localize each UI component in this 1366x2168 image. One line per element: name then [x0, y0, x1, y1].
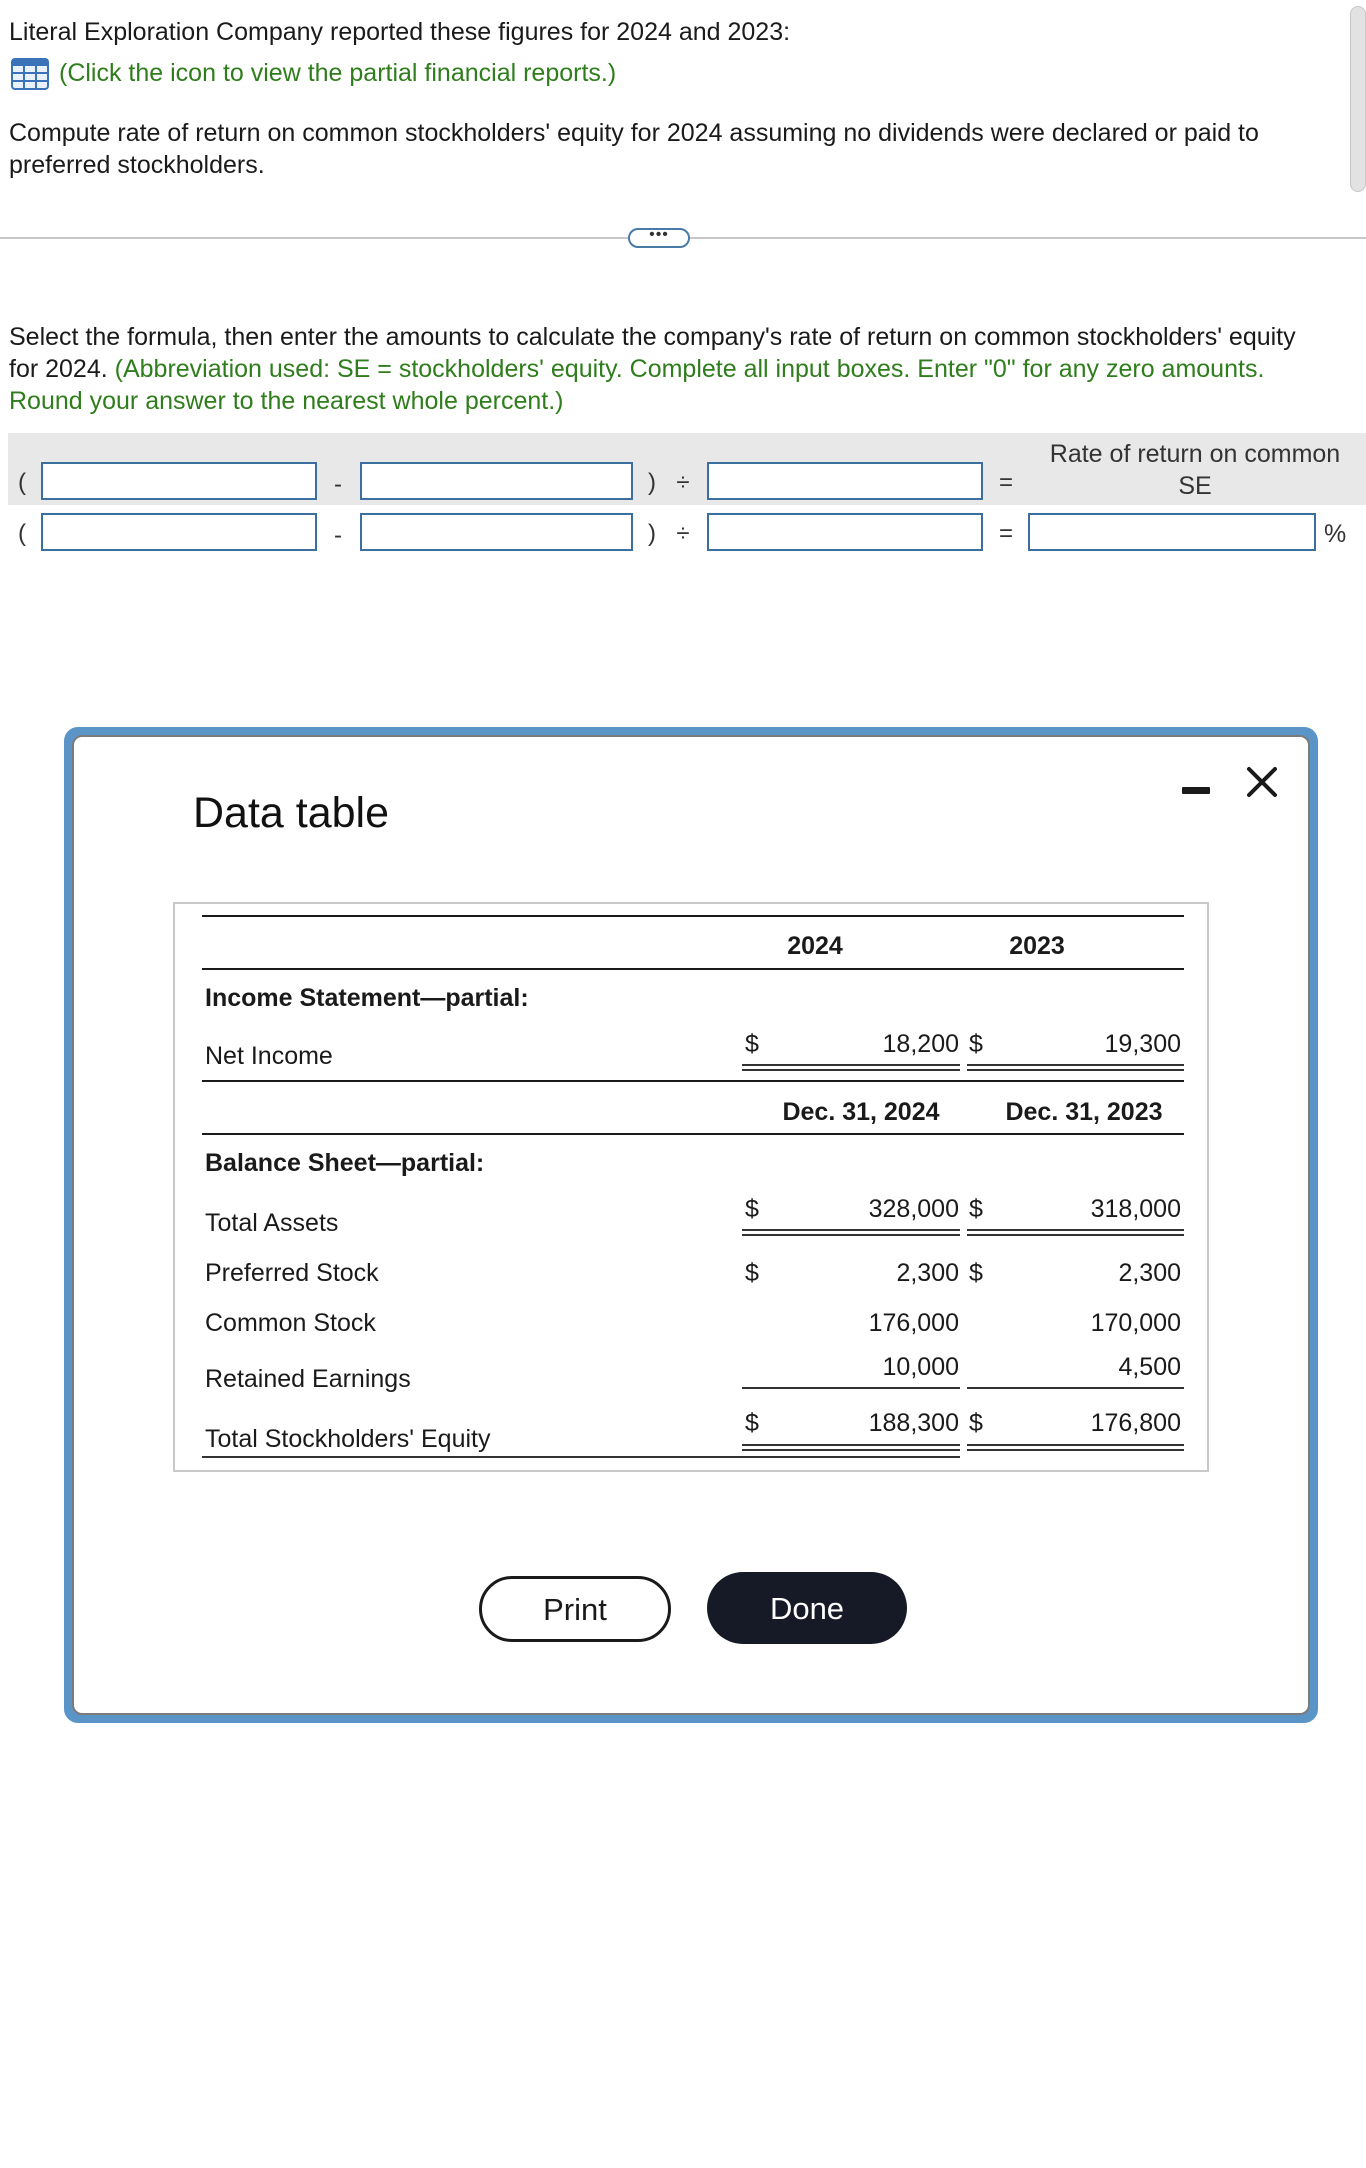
modal-title: Data table: [193, 789, 390, 837]
total-se-2023: 176,800: [1090, 1409, 1181, 1437]
net-income-2023: 19,300: [1104, 1030, 1181, 1058]
net-income-2024-rule: [742, 1064, 960, 1066]
common-stock-2024: 176,000: [868, 1309, 959, 1337]
retained-earnings-2023: 4,500: [1118, 1353, 1181, 1381]
currency-symbol: $: [969, 1409, 983, 1437]
retained-earnings-2024: 10,000: [882, 1353, 959, 1381]
total-se-2023-rule-2: [967, 1449, 1184, 1451]
common-stock-label: Common Stock: [205, 1309, 376, 1337]
total-assets-label: Total Assets: [205, 1209, 339, 1237]
more-options-button[interactable]: •••: [628, 228, 690, 248]
net-income-label: Net Income: [205, 1042, 333, 1070]
total-assets-2024-rule-2: [742, 1234, 960, 1236]
instruction-line-2: [9, 353, 1264, 385]
total-se-label: Total Stockholders' Equity: [205, 1425, 491, 1453]
total-assets-2023-rule: [967, 1229, 1184, 1231]
question-line-2: preferred stockholders.: [9, 151, 265, 179]
currency-symbol: $: [745, 1195, 759, 1223]
open-paren: (: [18, 469, 26, 496]
instruction-line-1: Select the formula, then enter the amounts to calculate the company's rate of return on common stockholders' equity: [9, 323, 1296, 351]
date-header-rule: [202, 1133, 1184, 1135]
close-paren: ): [648, 520, 656, 547]
total-se-2024-rule: [742, 1444, 960, 1446]
balance-sheet-heading: Balance Sheet—partial:: [205, 1149, 485, 1177]
formula-term-1-select[interactable]: [41, 462, 317, 500]
net-income-2023-rule-2: [967, 1069, 1184, 1071]
formula-term-2-select[interactable]: [360, 462, 633, 500]
total-assets-2023-rule-2: [967, 1234, 1184, 1236]
amount-1-input[interactable]: [41, 513, 317, 551]
minus-sign: -: [334, 522, 342, 549]
net-income-2023-rule: [967, 1064, 1184, 1066]
print-button[interactable]: Print: [479, 1576, 671, 1642]
total-se-2024-rule-2: [742, 1449, 960, 1451]
currency-symbol: $: [969, 1195, 983, 1223]
scrollbar-thumb[interactable]: [1350, 6, 1366, 192]
retained-earnings-2023-rule: [967, 1387, 1184, 1389]
preferred-stock-2024: 2,300: [896, 1259, 959, 1287]
preferred-stock-2023: 2,300: [1118, 1259, 1181, 1287]
percent-sign: %: [1324, 520, 1347, 548]
preferred-stock-label: Preferred Stock: [205, 1259, 379, 1287]
formula-term-3-select[interactable]: [707, 462, 983, 500]
scrollbar[interactable]: [1348, 6, 1366, 192]
date-2024-header: Dec. 31, 2024: [782, 1098, 940, 1126]
divide-sign: ÷: [676, 520, 690, 547]
income-statement-heading: Income Statement—partial:: [205, 984, 529, 1012]
date-2023-header: Dec. 31, 2023: [1005, 1098, 1163, 1126]
data-table: [173, 902, 1209, 1472]
total-se-2023-rule: [967, 1444, 1184, 1446]
instruction-line-3: Round your answer to the nearest whole percent.): [9, 387, 564, 415]
equals-sign: =: [998, 520, 1013, 547]
divide-sign: ÷: [676, 469, 690, 496]
net-income-2024-rule-2: [742, 1069, 960, 1071]
close-paren: ): [648, 469, 656, 496]
currency-symbol: $: [969, 1030, 983, 1058]
table-top-rule: [202, 915, 1184, 917]
income-section-rule: [202, 1080, 1184, 1082]
minus-sign: -: [334, 471, 342, 498]
currency-symbol: $: [745, 1030, 759, 1058]
retained-earnings-label: Retained Earnings: [205, 1365, 411, 1393]
question-line-1: Compute rate of return on common stockholders' equity for 2024 assuming no dividends were declared or paid to: [9, 119, 1259, 147]
result-label: [1030, 438, 1360, 502]
year-2023-header: 2023: [1009, 932, 1065, 960]
retained-earnings-2024-rule: [742, 1387, 960, 1389]
spreadsheet-icon[interactable]: [11, 58, 49, 95]
intro-text: Literal Exploration Company reported these figures for 2024 and 2023:: [9, 18, 791, 46]
common-stock-2023: 170,000: [1090, 1309, 1181, 1337]
done-button[interactable]: Done: [707, 1572, 907, 1644]
result-label-line-2: SE: [1178, 472, 1212, 500]
total-assets-2024-rule: [742, 1229, 960, 1231]
net-income-2024: 18,200: [882, 1030, 959, 1058]
open-paren: (: [18, 520, 26, 547]
instruction-year: for 2024.: [9, 355, 108, 383]
result-input[interactable]: [1028, 513, 1316, 551]
result-label-line-1: Rate of return on common: [1049, 440, 1341, 468]
total-se-rule: [202, 1456, 960, 1458]
year-2024-header: 2024: [787, 932, 843, 960]
total-assets-2023: 318,000: [1090, 1195, 1181, 1223]
year-header-rule: [202, 968, 1184, 970]
currency-symbol: $: [745, 1259, 759, 1287]
close-icon[interactable]: [1244, 764, 1280, 800]
equals-sign: =: [998, 469, 1013, 496]
amount-2-input[interactable]: [360, 513, 633, 551]
instruction-hint: (Abbreviation used: SE = stockholders' equity. Complete all input boxes. Enter "0" for any zero amounts.: [114, 355, 1265, 383]
currency-symbol: $: [745, 1409, 759, 1437]
view-reports-link[interactable]: (Click the icon to view the partial financial reports.): [59, 59, 617, 87]
total-assets-2024: 328,000: [868, 1195, 959, 1223]
minimize-icon[interactable]: [1180, 783, 1212, 795]
amount-3-input[interactable]: [707, 513, 983, 551]
currency-symbol: $: [969, 1259, 983, 1287]
total-se-2024: 188,300: [868, 1409, 959, 1437]
